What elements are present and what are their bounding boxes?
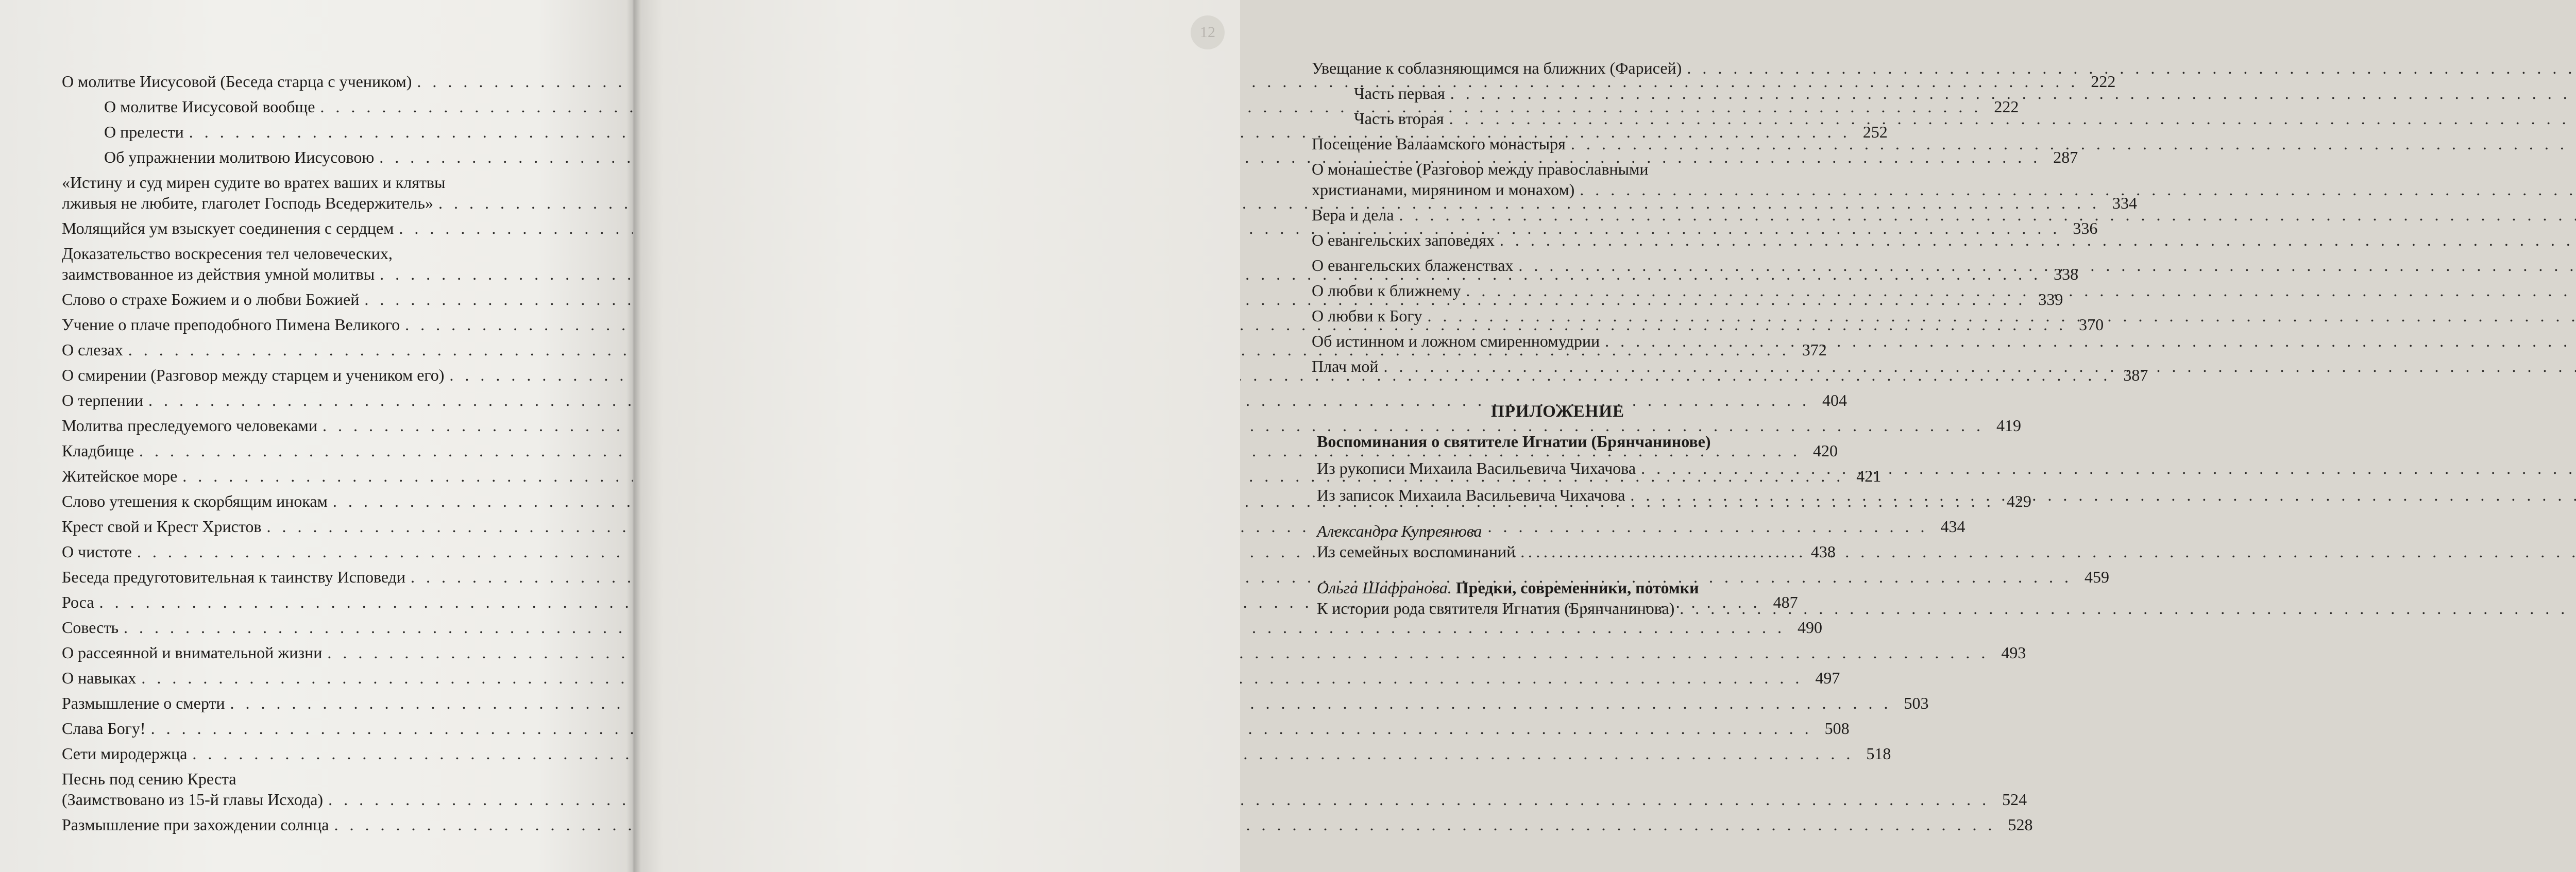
toc-entry-line: [1312, 230, 1804, 250]
leader-dots: [1399, 204, 2576, 225]
toc-entry-line: [62, 743, 1891, 764]
entry-page-number: 372: [1802, 340, 1827, 359]
leader-dots: [1680, 598, 2576, 619]
right-toc: [1312, 58, 1804, 619]
kupreyanova-entry[interactable]: [1317, 541, 1804, 562]
memoirs-title: Воспоминания о святителе Игнатии (Брянчанинове): [1317, 432, 1711, 451]
entry-title: О терпении: [62, 391, 143, 409]
entry-title: Беседа предуготовительная к таинству Исповеди: [62, 568, 406, 586]
leader-dots: [1450, 83, 2576, 104]
entry-title: Размышление о смерти: [62, 694, 225, 712]
entry-title: заимствованное из действия умной молитвы: [62, 265, 375, 283]
entry-title: Слава Богу!: [62, 719, 146, 738]
toc-entry[interactable]: [1312, 58, 1804, 78]
toc-entry-line: [62, 122, 1888, 142]
entry-title: Учение о плаче преподобного Пимена Великого: [62, 315, 400, 334]
entry-page-number: 508: [1824, 719, 1850, 738]
entry-page-number: 370: [2079, 315, 2104, 334]
entry-title: лживыя не любите, глаголет Господь Вседержитель»: [62, 194, 434, 212]
leader-dots: [1641, 458, 2576, 478]
toc-entry[interactable]: [1312, 83, 1804, 104]
toc-entry-line: [62, 96, 2019, 117]
entry-title: Слово утешения к скорбящим инокам: [62, 492, 328, 510]
leader-dots: [1605, 331, 2576, 351]
appendix-heading: ПРИЛОЖЕНИЕ: [1491, 402, 1624, 421]
toc-entry-line: [62, 768, 572, 789]
entry-title: Доказательство воскресения тел человеческих,: [62, 244, 393, 263]
entry-title: О молитве Иисусовой вообще: [104, 97, 315, 116]
toc-entry[interactable]: [62, 768, 2027, 810]
shafranova-heading: [1317, 577, 1804, 598]
entry-title: О смирении (Разговор между старцем и учеником его): [62, 366, 445, 384]
toc-entry[interactable]: [1312, 356, 1804, 377]
toc-entry[interactable]: [1312, 230, 1804, 250]
shafranova-entry[interactable]: [1317, 598, 1804, 619]
toc-entry[interactable]: [62, 122, 1888, 142]
entry-title: О рассеянной и внимательной жизни: [62, 643, 323, 662]
right-toc-entries: [1312, 58, 1804, 377]
leader-dots: [1449, 108, 2576, 129]
toc-entry[interactable]: [62, 567, 2110, 587]
entry-title: Часть первая: [1354, 84, 1445, 102]
toc-entry-line: [62, 172, 572, 193]
toc-entry-line: [1312, 83, 1804, 104]
leader-dots: [1630, 485, 2576, 505]
entry-title: Увещание к соблазняющимся на ближних (Фарисей): [1312, 59, 1682, 77]
entry-title: О молитве Иисусовой (Беседа старца с учеником): [62, 72, 412, 91]
toc-entry-line: [62, 642, 2026, 663]
spacer: [1317, 562, 1804, 577]
toc-entry-line: [62, 718, 1850, 739]
entry-title: О любви к Богу: [1312, 306, 1422, 325]
entry-title: Песнь под сению Креста: [62, 770, 236, 788]
toc-entry[interactable]: [62, 415, 2021, 436]
entry-title: Роса: [62, 593, 94, 611]
entry-page-number: 252: [1862, 123, 1888, 141]
toc-entry-line: [1312, 356, 1804, 377]
entry-title: Посещение Валаамского монастыря: [1312, 134, 1566, 153]
toc-entry-line: [62, 218, 2098, 238]
leader-dots: [1520, 541, 2576, 562]
entry-title: Об упражнении молитвою Иисусовою: [104, 148, 375, 166]
memoir-entry[interactable]: [1317, 485, 1804, 505]
entry-title: О любви к ближнему: [1312, 281, 1461, 300]
entry-page-number: 434: [1940, 517, 1965, 536]
toc-entry-line: [62, 193, 2138, 213]
entry-title: О чистоте: [62, 542, 132, 561]
entry-title: Крест свой и Крест Христов: [62, 517, 262, 536]
toc-entry[interactable]: [62, 147, 2078, 167]
toc-entry[interactable]: [62, 642, 2026, 663]
toc-entry-line: [62, 814, 2033, 835]
spacer: [1312, 377, 1804, 397]
entry-page-number: 490: [1798, 618, 1823, 637]
entry-title: Плач мой: [1312, 357, 1379, 375]
entry-title: (Заимствовано из 15-й главы Исхода): [62, 790, 324, 809]
toc-entry[interactable]: [1312, 133, 1804, 154]
shafranova-title: Предки, современники, потомки: [1455, 578, 1699, 597]
entry-title: Вера и дела: [1312, 206, 1394, 224]
memoirs-list: [1317, 458, 1804, 505]
entry-title: Молящийся ум взыскует соединения с сердцем: [62, 219, 394, 237]
kupreyanova-author: Александра Купреянова: [1317, 522, 1482, 540]
toc-entry[interactable]: [62, 390, 1847, 411]
toc-entry[interactable]: [62, 96, 2019, 117]
toc-entry[interactable]: [1312, 108, 1804, 129]
leader-dots: [1500, 230, 2576, 250]
entry-page-number: 438: [1810, 542, 1836, 561]
toc-entry-line: [1312, 133, 1804, 154]
toc-entry-line: [62, 243, 572, 264]
entry-page-number: 518: [1866, 744, 1891, 763]
toc-entry-line: [62, 71, 2116, 92]
entry-title: О навыках: [62, 669, 137, 687]
entry-title: Сети миродержца: [62, 744, 188, 763]
entry-title: О евангельских блаженствах: [1312, 256, 1514, 275]
memoir-entry[interactable]: [1317, 458, 1804, 478]
entry-page-number: 338: [2054, 265, 2079, 283]
toc-entry[interactable]: [1312, 204, 1804, 225]
toc-entry-line: [1312, 305, 1804, 326]
entry-page-number: 493: [2001, 643, 2026, 662]
toc-entry-line: [62, 789, 2027, 810]
entry-page-number: 503: [1904, 694, 1929, 712]
entry-title: О евангельских заповедях: [1312, 231, 1495, 249]
toc-entry[interactable]: [1312, 280, 1804, 301]
entry-page-number: 459: [2084, 568, 2110, 586]
entry-title: Слово о страхе Божием и о любви Божией: [62, 290, 360, 309]
entry-title: Житейское море: [62, 467, 178, 485]
entry-title: О монашестве (Разговор между православными: [1312, 160, 1649, 178]
entry-title: Совесть: [62, 618, 119, 637]
toc-entry-line: [62, 415, 2021, 436]
entry-page-number: 336: [2073, 219, 2098, 237]
entry-title: О прелести: [104, 123, 184, 141]
toc-entry-line: [62, 147, 2078, 167]
entry-page-number: 222: [2091, 72, 2116, 91]
entry-page-number: 487: [1773, 593, 1798, 611]
memoirs-section: [1312, 431, 1804, 619]
entry-title: Часть вторая: [1354, 109, 1444, 128]
toc-entry-line: [1312, 255, 1804, 276]
entry-title: христианами, мирянином и монахом): [1312, 180, 1575, 199]
toc-entry[interactable]: [62, 743, 1891, 764]
entry-title: Из записок Михаила Васильевича Чихачова: [1317, 486, 1625, 504]
entry-title: К истории рода святителя Игнатия (Брянчанинова): [1317, 599, 1675, 618]
toc-entry-line: [1312, 108, 1804, 129]
leader-dots: [1466, 280, 2576, 301]
entry-page-number: 404: [1822, 391, 1847, 409]
entry-title: О слезах: [62, 340, 123, 359]
toc-entry[interactable]: [62, 617, 1823, 638]
entry-page-number: 528: [2008, 815, 2033, 834]
entry-title: «Истину и суд мирен судите во вратех ваших и клятвы: [62, 173, 446, 192]
entry-page-number: 387: [2123, 366, 2148, 384]
toc-entry[interactable]: [1312, 255, 1804, 276]
toc-entry-line: [62, 693, 1929, 713]
toc-entry[interactable]: [62, 71, 2116, 92]
toc-entry-line: [1312, 331, 1804, 351]
leader-dots: [1428, 305, 2576, 326]
toc-entry-line: [62, 567, 2110, 587]
leader-dots: [1383, 356, 2576, 377]
leader-dots: [1518, 255, 2576, 276]
toc-entry-line: [62, 617, 1823, 638]
toc-entry-line: [1312, 204, 1804, 225]
toc-entry[interactable]: [62, 814, 2033, 835]
entry-title: Размышление при захождении солнца: [62, 815, 329, 834]
toc-entry-line: [62, 390, 1847, 411]
entry-title: Кладбище: [62, 441, 134, 460]
toc-entry[interactable]: [1312, 159, 1804, 200]
toc-entry[interactable]: [62, 718, 1850, 739]
toc-entry-line: [1312, 58, 1804, 78]
entry-title: Об истинном и ложном смиренномудрии: [1312, 332, 1600, 350]
entry-page-number: 419: [1996, 416, 2021, 435]
leader-dots: [1580, 179, 2576, 200]
entry-page-number: 429: [2006, 492, 2031, 510]
right-page: [633, 0, 1711, 872]
entry-page-number: 222: [1994, 97, 2019, 116]
entry-page-number: 339: [2038, 290, 2063, 309]
entry-title: Молитва преследуемого человеками: [62, 416, 317, 435]
toc-entry[interactable]: [62, 668, 1840, 688]
entry-page-number: 497: [1815, 669, 1840, 687]
toc-entry-line: [1312, 159, 1804, 179]
entry-page-number: 421: [1856, 467, 1882, 485]
entry-page-number: 524: [2002, 790, 2027, 809]
corner-page-number: 12: [1191, 15, 1225, 49]
leader-dots: [1687, 58, 2576, 78]
toc-entry[interactable]: [1312, 305, 1804, 326]
toc-entry-line: [1312, 280, 1804, 301]
shafranova-author: Ольга Шафранова.: [1317, 578, 1452, 597]
entry-title: Из рукописи Михаила Васильевича Чихачова: [1317, 459, 1636, 477]
entry-title: Из семейных воспоминаний: [1317, 542, 1516, 561]
toc-entry-line: [62, 668, 1840, 688]
toc-entry[interactable]: [62, 218, 2098, 238]
entry-page-number: 334: [2112, 194, 2138, 212]
toc-entry-line: [1312, 179, 1804, 200]
toc-entry[interactable]: [1312, 331, 1804, 351]
entry-page-number: 420: [1813, 441, 1838, 460]
spacer: [1317, 505, 1804, 521]
entry-page-number: 287: [2053, 148, 2078, 166]
leader-dots: [1571, 133, 2576, 154]
toc-entry[interactable]: [62, 693, 1929, 713]
